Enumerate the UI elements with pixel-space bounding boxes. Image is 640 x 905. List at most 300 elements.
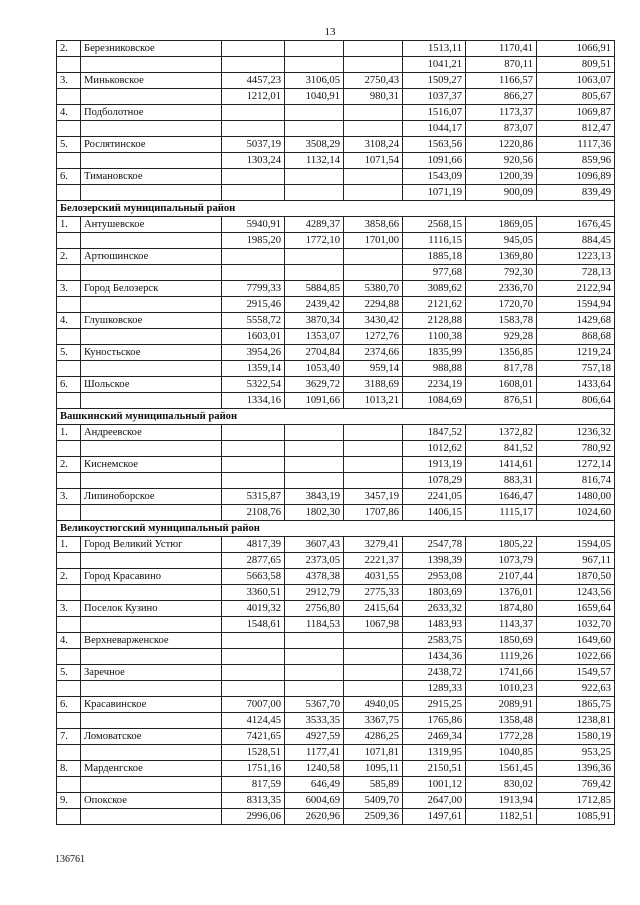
value-cell xyxy=(222,457,285,473)
value-cell: 3430,42 xyxy=(344,313,403,329)
table-row xyxy=(57,313,615,329)
value-cell: 2150,51 xyxy=(403,761,466,777)
value-cell: 1166,57 xyxy=(466,73,537,89)
value-cell: 5409,70 xyxy=(344,793,403,809)
value-cell xyxy=(222,57,285,73)
settlement-name xyxy=(81,681,222,697)
value-cell: 1182,51 xyxy=(466,809,537,825)
value-cell: 1143,37 xyxy=(466,617,537,633)
value-cell: 2221,37 xyxy=(344,553,403,569)
row-number: 2. xyxy=(57,457,81,473)
table-row xyxy=(57,569,615,585)
settlement-name: Антушевское xyxy=(81,217,222,233)
value-cell: 7799,33 xyxy=(222,281,285,297)
table-row xyxy=(57,297,615,313)
value-cell xyxy=(222,425,285,441)
row-number: 3. xyxy=(57,73,81,89)
value-cell: 1563,56 xyxy=(403,137,466,153)
value-cell: 1212,01 xyxy=(222,89,285,105)
value-cell: 769,42 xyxy=(537,777,615,793)
value-cell: 2915,46 xyxy=(222,297,285,313)
value-cell: 1549,57 xyxy=(537,665,615,681)
district-name: Вашкинский муниципальный район xyxy=(57,409,615,425)
value-cell: 1396,36 xyxy=(537,761,615,777)
value-cell: 1869,05 xyxy=(466,217,537,233)
table-row xyxy=(57,617,615,633)
value-cell: 3108,24 xyxy=(344,137,403,153)
value-cell: 1012,62 xyxy=(403,441,466,457)
row-number xyxy=(57,745,81,761)
value-cell: 2241,05 xyxy=(403,489,466,505)
value-cell: 812,47 xyxy=(537,121,615,137)
value-cell xyxy=(344,665,403,681)
value-cell: 1071,54 xyxy=(344,153,403,169)
value-cell: 1480,00 xyxy=(537,489,615,505)
settlement-name: Артюшинское xyxy=(81,249,222,265)
row-number xyxy=(57,585,81,601)
value-cell: 1119,26 xyxy=(466,649,537,665)
value-cell: 2108,76 xyxy=(222,505,285,521)
value-cell: 1063,07 xyxy=(537,73,615,89)
value-cell: 1117,36 xyxy=(537,137,615,153)
table-row xyxy=(57,457,615,473)
value-cell: 977,68 xyxy=(403,265,466,281)
value-cell: 1543,09 xyxy=(403,169,466,185)
value-cell: 2128,88 xyxy=(403,313,466,329)
settlement-name: Киснемское xyxy=(81,457,222,473)
value-cell: 2633,32 xyxy=(403,601,466,617)
document-id: 136761 xyxy=(55,854,85,865)
value-cell: 1712,85 xyxy=(537,793,615,809)
value-cell: 3188,69 xyxy=(344,377,403,393)
value-cell: 1037,37 xyxy=(403,89,466,105)
table-row xyxy=(57,809,615,825)
value-cell: 1200,39 xyxy=(466,169,537,185)
row-number xyxy=(57,297,81,313)
value-cell: 3629,72 xyxy=(285,377,344,393)
row-number xyxy=(57,153,81,169)
value-cell: 1013,21 xyxy=(344,393,403,409)
table-row xyxy=(57,377,615,393)
value-cell: 1084,69 xyxy=(403,393,466,409)
row-number: 4. xyxy=(57,105,81,121)
value-cell xyxy=(344,633,403,649)
value-cell: 1100,38 xyxy=(403,329,466,345)
settlement-name xyxy=(81,441,222,457)
table-row xyxy=(57,137,615,153)
settlement-name xyxy=(81,89,222,105)
value-cell xyxy=(285,473,344,489)
value-cell: 1985,20 xyxy=(222,233,285,249)
value-cell: 7421,65 xyxy=(222,729,285,745)
value-cell: 1513,11 xyxy=(403,41,466,57)
table-row xyxy=(57,537,615,553)
value-cell xyxy=(285,633,344,649)
value-cell: 5663,58 xyxy=(222,569,285,585)
value-cell xyxy=(285,649,344,665)
settlement-name xyxy=(81,809,222,825)
value-cell: 1238,81 xyxy=(537,713,615,729)
settlement-name: Опокское xyxy=(81,793,222,809)
value-cell: 1091,66 xyxy=(403,153,466,169)
value-cell: 1659,64 xyxy=(537,601,615,617)
table-row xyxy=(57,249,615,265)
value-cell: 4927,59 xyxy=(285,729,344,745)
value-cell xyxy=(222,633,285,649)
row-number: 1. xyxy=(57,537,81,553)
value-cell: 4940,05 xyxy=(344,697,403,713)
value-cell: 883,31 xyxy=(466,473,537,489)
value-cell: 3367,75 xyxy=(344,713,403,729)
value-cell xyxy=(285,665,344,681)
row-number xyxy=(57,265,81,281)
value-cell: 1516,07 xyxy=(403,105,466,121)
value-cell: 1865,75 xyxy=(537,697,615,713)
row-number xyxy=(57,393,81,409)
settlement-name: Тимановское xyxy=(81,169,222,185)
value-cell xyxy=(222,185,285,201)
page-number: 13 xyxy=(324,26,336,38)
row-number xyxy=(57,121,81,137)
settlement-name xyxy=(81,505,222,521)
value-cell: 1372,82 xyxy=(466,425,537,441)
value-cell: 1353,07 xyxy=(285,329,344,345)
value-cell: 1913,19 xyxy=(403,457,466,473)
value-cell xyxy=(285,57,344,73)
value-cell: 2953,08 xyxy=(403,569,466,585)
value-cell: 3858,66 xyxy=(344,217,403,233)
value-cell: 876,51 xyxy=(466,393,537,409)
value-cell xyxy=(344,105,403,121)
tariff-table xyxy=(56,40,615,825)
value-cell: 2583,75 xyxy=(403,633,466,649)
settlement-name xyxy=(81,713,222,729)
table-row xyxy=(57,777,615,793)
value-cell: 1398,39 xyxy=(403,553,466,569)
value-cell: 4124,45 xyxy=(222,713,285,729)
settlement-name: Березниковское xyxy=(81,41,222,57)
table-row xyxy=(57,489,615,505)
value-cell: 3089,62 xyxy=(403,281,466,297)
value-cell xyxy=(285,121,344,137)
value-cell: 2373,05 xyxy=(285,553,344,569)
value-cell xyxy=(344,41,403,57)
row-number xyxy=(57,713,81,729)
value-cell: 3843,19 xyxy=(285,489,344,505)
value-cell: 2415,64 xyxy=(344,601,403,617)
value-cell xyxy=(222,169,285,185)
table-row xyxy=(57,329,615,345)
value-cell xyxy=(285,457,344,473)
row-number: 5. xyxy=(57,137,81,153)
value-cell: 1219,24 xyxy=(537,345,615,361)
table-row xyxy=(57,361,615,377)
value-cell: 1303,24 xyxy=(222,153,285,169)
value-cell: 953,25 xyxy=(537,745,615,761)
table-row xyxy=(57,649,615,665)
value-cell: 3954,26 xyxy=(222,345,285,361)
row-number: 1. xyxy=(57,217,81,233)
table-row xyxy=(57,169,615,185)
settlement-name: Липиноборское xyxy=(81,489,222,505)
value-cell: 1594,05 xyxy=(537,537,615,553)
value-cell: 5380,70 xyxy=(344,281,403,297)
settlement-name: Рослятинское xyxy=(81,137,222,153)
row-number: 7. xyxy=(57,729,81,745)
value-cell: 1272,14 xyxy=(537,457,615,473)
value-cell: 5558,72 xyxy=(222,313,285,329)
value-cell: 1358,48 xyxy=(466,713,537,729)
value-cell: 1053,40 xyxy=(285,361,344,377)
table-row xyxy=(57,89,615,105)
value-cell: 1369,80 xyxy=(466,249,537,265)
value-cell: 1177,41 xyxy=(285,745,344,761)
value-cell: 2915,25 xyxy=(403,697,466,713)
value-cell: 830,02 xyxy=(466,777,537,793)
table-row xyxy=(57,185,615,201)
table-row xyxy=(57,585,615,601)
value-cell: 1509,27 xyxy=(403,73,466,89)
table-row xyxy=(57,681,615,697)
value-cell: 1022,66 xyxy=(537,649,615,665)
value-cell xyxy=(222,249,285,265)
row-number: 3. xyxy=(57,489,81,505)
value-cell: 585,89 xyxy=(344,777,403,793)
value-cell: 1414,61 xyxy=(466,457,537,473)
value-cell: 988,88 xyxy=(403,361,466,377)
value-cell: 2294,88 xyxy=(344,297,403,313)
value-cell xyxy=(344,57,403,73)
row-number xyxy=(57,185,81,201)
value-cell: 900,09 xyxy=(466,185,537,201)
value-cell: 5315,87 xyxy=(222,489,285,505)
value-cell: 2234,19 xyxy=(403,377,466,393)
value-cell: 1085,91 xyxy=(537,809,615,825)
value-cell: 1870,50 xyxy=(537,569,615,585)
row-number xyxy=(57,505,81,521)
row-number xyxy=(57,361,81,377)
row-number xyxy=(57,57,81,73)
row-number: 9. xyxy=(57,793,81,809)
value-cell: 1847,52 xyxy=(403,425,466,441)
table-row xyxy=(57,713,615,729)
value-cell: 1173,37 xyxy=(466,105,537,121)
value-cell: 3870,34 xyxy=(285,313,344,329)
value-cell xyxy=(222,681,285,697)
value-cell: 1701,00 xyxy=(344,233,403,249)
value-cell xyxy=(285,169,344,185)
value-cell: 1243,56 xyxy=(537,585,615,601)
settlement-name xyxy=(81,329,222,345)
value-cell: 1434,36 xyxy=(403,649,466,665)
row-number xyxy=(57,777,81,793)
value-cell: 780,92 xyxy=(537,441,615,457)
table-row xyxy=(57,57,615,73)
value-cell: 1885,18 xyxy=(403,249,466,265)
value-cell: 920,56 xyxy=(466,153,537,169)
row-number: 8. xyxy=(57,761,81,777)
value-cell: 1223,13 xyxy=(537,249,615,265)
value-cell xyxy=(285,681,344,697)
table-row xyxy=(57,745,615,761)
value-cell: 1041,21 xyxy=(403,57,466,73)
value-cell: 967,11 xyxy=(537,553,615,569)
value-cell: 1001,12 xyxy=(403,777,466,793)
value-cell xyxy=(344,681,403,697)
settlement-name xyxy=(81,473,222,489)
table-row xyxy=(57,665,615,681)
value-cell: 1073,79 xyxy=(466,553,537,569)
value-cell: 1071,81 xyxy=(344,745,403,761)
value-cell: 1066,91 xyxy=(537,41,615,57)
value-cell: 728,13 xyxy=(537,265,615,281)
settlement-name xyxy=(81,361,222,377)
district-header-row xyxy=(57,201,615,217)
value-cell: 2469,34 xyxy=(403,729,466,745)
value-cell: 1091,66 xyxy=(285,393,344,409)
value-cell: 1024,60 xyxy=(537,505,615,521)
table-row xyxy=(57,73,615,89)
value-cell xyxy=(222,105,285,121)
value-cell: 1010,23 xyxy=(466,681,537,697)
value-cell: 2089,91 xyxy=(466,697,537,713)
value-cell: 870,11 xyxy=(466,57,537,73)
settlement-name xyxy=(81,233,222,249)
value-cell: 1594,94 xyxy=(537,297,615,313)
value-cell: 1676,45 xyxy=(537,217,615,233)
value-cell xyxy=(222,665,285,681)
value-cell: 1356,85 xyxy=(466,345,537,361)
table-row xyxy=(57,761,615,777)
value-cell xyxy=(222,41,285,57)
value-cell: 817,59 xyxy=(222,777,285,793)
table-row xyxy=(57,473,615,489)
settlement-name xyxy=(81,649,222,665)
settlement-name xyxy=(81,553,222,569)
value-cell: 859,96 xyxy=(537,153,615,169)
value-cell: 7007,00 xyxy=(222,697,285,713)
row-number: 2. xyxy=(57,249,81,265)
settlement-name xyxy=(81,777,222,793)
row-number: 2. xyxy=(57,41,81,57)
value-cell: 1497,61 xyxy=(403,809,466,825)
settlement-name: Миньковское xyxy=(81,73,222,89)
value-cell: 1850,69 xyxy=(466,633,537,649)
settlement-name: Город Белозерск xyxy=(81,281,222,297)
settlement-name: Андреевское xyxy=(81,425,222,441)
value-cell: 1765,86 xyxy=(403,713,466,729)
value-cell: 1608,01 xyxy=(466,377,537,393)
table-row xyxy=(57,217,615,233)
value-cell: 1376,01 xyxy=(466,585,537,601)
value-cell: 2775,33 xyxy=(344,585,403,601)
row-number: 6. xyxy=(57,169,81,185)
value-cell xyxy=(222,441,285,457)
value-cell: 6004,69 xyxy=(285,793,344,809)
value-cell: 757,18 xyxy=(537,361,615,377)
value-cell: 1096,89 xyxy=(537,169,615,185)
value-cell xyxy=(344,185,403,201)
table-row xyxy=(57,393,615,409)
row-number xyxy=(57,649,81,665)
table-row xyxy=(57,425,615,441)
value-cell: 1406,15 xyxy=(403,505,466,521)
settlement-name xyxy=(81,585,222,601)
value-cell: 2107,44 xyxy=(466,569,537,585)
value-cell: 1707,86 xyxy=(344,505,403,521)
value-cell: 3279,41 xyxy=(344,537,403,553)
table-row xyxy=(57,793,615,809)
value-cell: 1071,19 xyxy=(403,185,466,201)
district-name: Великоустюгский муниципальный район xyxy=(57,521,615,537)
row-number: 4. xyxy=(57,313,81,329)
value-cell: 816,74 xyxy=(537,473,615,489)
settlement-name xyxy=(81,265,222,281)
row-number xyxy=(57,233,81,249)
value-cell: 1772,10 xyxy=(285,233,344,249)
value-cell xyxy=(344,473,403,489)
value-cell xyxy=(222,473,285,489)
value-cell: 5940,91 xyxy=(222,217,285,233)
settlement-name: Подболотное xyxy=(81,105,222,121)
value-cell: 2568,15 xyxy=(403,217,466,233)
value-cell: 4457,23 xyxy=(222,73,285,89)
value-cell: 1334,16 xyxy=(222,393,285,409)
value-cell: 3457,19 xyxy=(344,489,403,505)
value-cell: 1741,66 xyxy=(466,665,537,681)
row-number xyxy=(57,441,81,457)
value-cell: 806,64 xyxy=(537,393,615,409)
value-cell: 1580,19 xyxy=(537,729,615,745)
row-number xyxy=(57,681,81,697)
value-cell: 873,07 xyxy=(466,121,537,137)
settlement-name xyxy=(81,617,222,633)
value-cell xyxy=(344,169,403,185)
value-cell: 817,78 xyxy=(466,361,537,377)
value-cell: 1236,32 xyxy=(537,425,615,441)
value-cell: 2374,66 xyxy=(344,345,403,361)
settlement-name xyxy=(81,121,222,137)
settlement-name xyxy=(81,57,222,73)
row-number xyxy=(57,809,81,825)
value-cell: 1272,76 xyxy=(344,329,403,345)
row-number xyxy=(57,329,81,345)
value-cell: 4031,55 xyxy=(344,569,403,585)
table-row xyxy=(57,265,615,281)
table-row xyxy=(57,441,615,457)
value-cell: 1548,61 xyxy=(222,617,285,633)
value-cell: 5884,85 xyxy=(285,281,344,297)
value-cell: 2439,42 xyxy=(285,297,344,313)
row-number xyxy=(57,473,81,489)
value-cell xyxy=(344,249,403,265)
row-number xyxy=(57,617,81,633)
settlement-name xyxy=(81,393,222,409)
value-cell: 1095,11 xyxy=(344,761,403,777)
value-cell xyxy=(344,121,403,137)
value-cell: 2996,06 xyxy=(222,809,285,825)
value-cell: 1561,45 xyxy=(466,761,537,777)
value-cell: 1115,17 xyxy=(466,505,537,521)
value-cell: 839,49 xyxy=(537,185,615,201)
value-cell: 1040,91 xyxy=(285,89,344,105)
value-cell: 868,68 xyxy=(537,329,615,345)
value-cell: 1220,86 xyxy=(466,137,537,153)
value-cell xyxy=(344,265,403,281)
value-cell: 1649,60 xyxy=(537,633,615,649)
value-cell xyxy=(344,457,403,473)
row-number: 2. xyxy=(57,569,81,585)
